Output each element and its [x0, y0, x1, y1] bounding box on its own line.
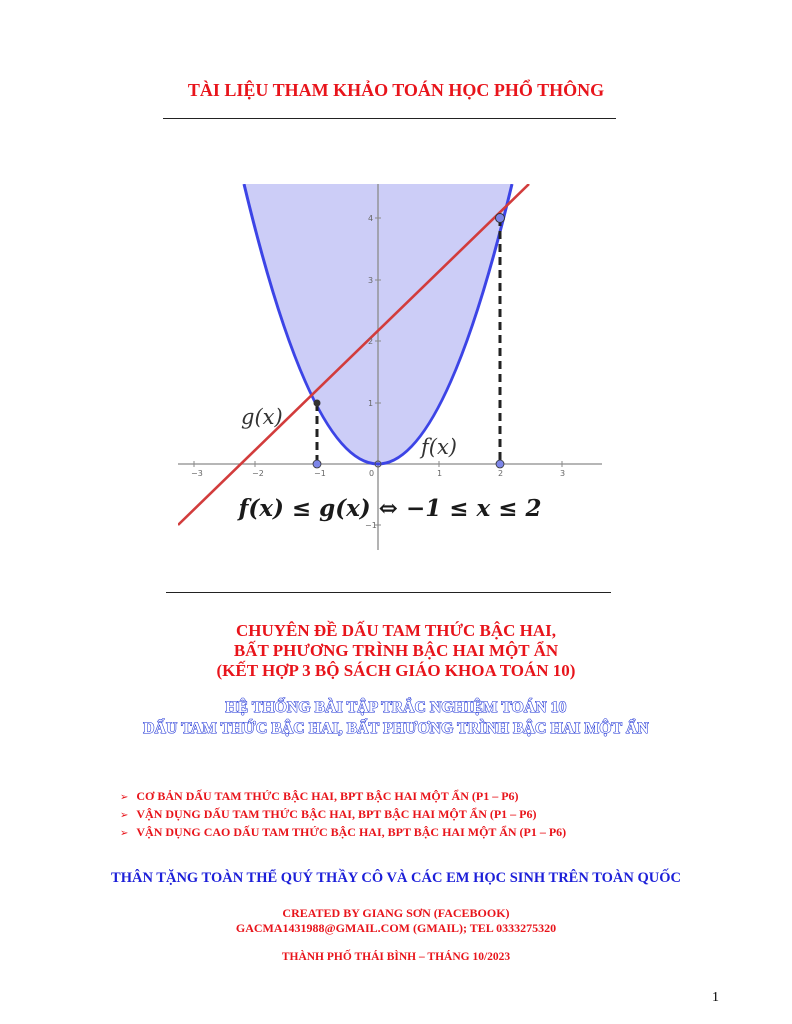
g-function-label: g(x)	[241, 405, 283, 429]
x-tick-label: 3	[560, 469, 566, 478]
y-tick-label: 2	[368, 337, 374, 346]
content-bullet-list	[120, 788, 566, 842]
x-tick-label: 0	[369, 469, 375, 478]
page-number: 1	[712, 990, 719, 1005]
x-tick-label: 2	[498, 469, 504, 478]
y-tick-label: 4	[368, 214, 374, 223]
figure-rule	[166, 592, 611, 593]
topic-line-3: (KẾT HỢP 3 BỘ SÁCH GIÁO KHOA TOÁN 10)	[216, 661, 576, 680]
inequality-formula: f(x) ≤ g(x) ⇔ −1 ≤ x ≤ 2	[238, 495, 542, 522]
bullet-item: ➢ VẬN DỤNG DẤU TAM THỨC BẬC HAI, BPT BẬC HAI MỘT ẨN (P1 – P6)	[120, 807, 537, 821]
system-title-line-2: DẤU TAM THỨC BẬC HAI, BẤT PHƯƠNG TRÌNH BẬC HAI MỘT ẨN	[143, 720, 649, 737]
bullet-item: ➢ CƠ BẢN DẤU TAM THỨC BẬC HAI, BPT BẬC HAI MỘT ẨN (P1 – P6)	[120, 789, 519, 803]
y-tick-label: −1	[365, 521, 377, 530]
arrow-bullet-icon: ➢	[120, 810, 129, 821]
axis-point-right	[496, 460, 504, 468]
header-rule	[163, 118, 616, 119]
topic-line-2: BẤT PHƯƠNG TRÌNH BẬC HAI MỘT ẨN	[233, 641, 559, 660]
y-tick-label: 1	[368, 399, 374, 408]
x-tick-label: −3	[191, 469, 203, 478]
credits-line-1: CREATED BY GIANG SƠN (FACEBOOK)	[282, 906, 510, 920]
arrow-bullet-icon: ➢	[120, 792, 129, 803]
y-tick-label: 3	[368, 276, 374, 285]
system-title-line-1: HỆ THỐNG BÀI TẬP TRẮC NGHIỆM TOÁN 10	[225, 699, 567, 716]
x-tick-label: −2	[252, 469, 264, 478]
intersection-point-right	[496, 214, 505, 223]
location-date: THÀNH PHỐ THÁI BÌNH – THÁNG 10/2023	[281, 951, 511, 963]
f-function-label: f(x)	[421, 435, 458, 459]
x-tick-label: −1	[314, 469, 326, 478]
x-tick-label: 1	[437, 469, 443, 478]
dedication-line: THÂN TẶNG TOÀN THỂ QUÝ THẦY CÔ VÀ CÁC EM HỌC SINH TRÊN TOÀN QUỐC	[111, 870, 681, 886]
axis-point-left	[313, 460, 321, 468]
bullet-item: ➢ VẬN DỤNG CAO DẤU TAM THỨC BẬC HAI, BPT BẬC HAI MỘT ẨN (P1 – P6)	[120, 825, 567, 839]
arrow-bullet-icon: ➢	[120, 828, 129, 839]
intersection-point-left	[314, 400, 321, 407]
document-header-title: TÀI LIỆU THAM KHẢO TOÁN HỌC PHỔ THÔNG	[187, 80, 605, 100]
graph-figure	[178, 184, 602, 550]
topic-line-1: CHUYÊN ĐỀ DẤU TAM THỨC BẬC HAI,	[235, 621, 557, 640]
credits-line-2: GACMA1431988@GMAIL.COM (GMAIL); TEL 0333275320	[235, 921, 557, 935]
